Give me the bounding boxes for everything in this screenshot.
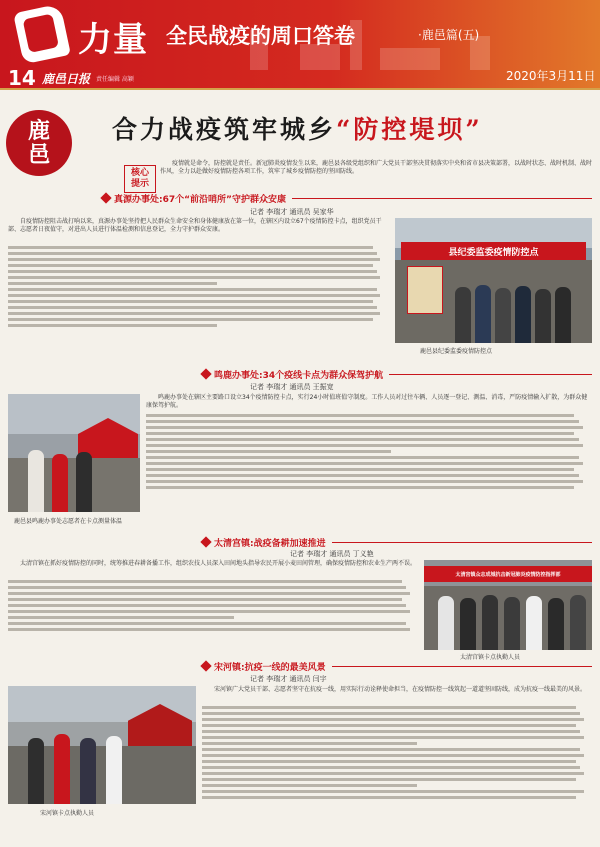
text-line	[8, 318, 373, 321]
intro-block	[160, 160, 592, 188]
article-paragraph: 自疫情防控阻击战打响以来，真源办事处坚持把人民群众生命安全和身体健康放在第一位，在辖区内设立67个疫情防控卡点，组织党员干部、志愿者日夜值守，对进出人员进行体温检测和信息登记，全力守护群众安康。	[8, 218, 382, 233]
text-line	[146, 426, 583, 429]
section-title: 全民战疫的周口答卷	[166, 24, 355, 48]
news-photo	[424, 560, 592, 650]
person-figure	[80, 738, 96, 804]
text-line	[202, 736, 584, 739]
section-rule	[332, 542, 592, 543]
text-line	[202, 778, 576, 781]
text-line	[202, 754, 584, 757]
text-line	[146, 462, 583, 465]
news-photo	[395, 218, 592, 343]
photo-banner: 太清宫镇众志成城抗击新冠肺炎疫情防控指挥部	[424, 566, 592, 582]
feature-title-highlight: “防控堤坝”	[336, 115, 483, 144]
text-line	[8, 306, 377, 309]
person-figure	[535, 289, 551, 343]
text-line	[8, 610, 410, 613]
person-figure	[76, 452, 92, 512]
news-photo	[8, 686, 196, 804]
text-line	[202, 772, 584, 775]
section-title-text: 真源办事处:67个“前沿哨所”守护群众安康	[100, 192, 286, 205]
section-title-text: 鸣鹿办事处:34个疫线卡点为群众保驾护航	[200, 368, 383, 381]
section-rule	[292, 198, 592, 199]
person-figure	[555, 287, 571, 343]
person-figure	[54, 734, 70, 804]
photo-banner: 县纪委监委疫情防控点	[401, 242, 586, 260]
section-title-text: 宋河镇:抗疫一线的最美风景	[200, 660, 326, 673]
section-heading	[200, 536, 592, 548]
person-figure	[460, 598, 476, 650]
text-line	[146, 432, 574, 435]
section-heading	[100, 192, 592, 204]
article-body	[146, 394, 592, 410]
person-figure	[52, 454, 68, 512]
editor-line: 责任编辑 高颖	[96, 76, 134, 83]
article-body-continued	[146, 412, 592, 522]
text-line	[146, 456, 579, 459]
paper-name: 鹿邑日报	[42, 72, 91, 86]
text-line	[202, 730, 580, 733]
article-paragraph: 鸣鹿办事处在辖区主要路口设立34个疫情防控卡点，实行24小时值班值守制度。工作人员对过往车辆、人员逐一登记、测温、消毒，严防疫情输入扩散，为群众健康保驾护航。	[146, 394, 588, 409]
text-line	[202, 790, 584, 793]
person-figure	[548, 598, 564, 650]
section-rule	[389, 374, 592, 375]
intro-text: 疫情就是命令，防控就是责任。新冠肺炎疫情发生以来，鹿邑县各级党组织和广大党员干部坚决贯彻落实中央和省市县决策部署，以战时状态、战时机制、战时作风，全力以赴做好疫情防控各项工作，筑牢了城乡疫情防控的坚固防线。	[160, 160, 593, 175]
text-line	[146, 486, 574, 489]
article-paragraph: 宋河镇广大党员干部、志愿者坚守在抗疫一线，用实际行动诠释使命担当，在疫情防控一线筑起一道道坚固防线，成为抗疫一线最美的风景。	[214, 686, 587, 693]
issue-date: 2020年3月11日	[506, 69, 596, 83]
person-figure	[515, 286, 531, 343]
person-figure	[438, 596, 454, 650]
section-rule	[332, 666, 592, 667]
text-line	[202, 712, 580, 715]
photo-caption: 太清宫镇卡点执勤人员	[460, 654, 521, 661]
article-body	[8, 218, 388, 234]
section-title-text: 太清宫镇:战疫备耕加速推进	[200, 536, 326, 549]
text-line	[146, 474, 579, 477]
person-figure	[455, 287, 471, 343]
feature-title-main: 合力战疫筑牢城乡	[112, 115, 337, 144]
photo-caption: 宋河镇卡点执勤人员	[40, 810, 95, 817]
text-line	[146, 480, 583, 483]
text-line	[8, 622, 406, 625]
header-divider	[0, 88, 600, 90]
text-line	[8, 282, 217, 285]
text-line	[8, 264, 373, 267]
text-line	[8, 276, 380, 279]
text-line	[146, 414, 574, 417]
text-line	[8, 312, 380, 315]
text-line	[8, 252, 377, 255]
news-photo	[8, 394, 140, 512]
photo-caption: 鹿邑县鸣鹿办事处志愿者在卡点测量体温	[14, 518, 123, 525]
text-line	[8, 324, 217, 327]
text-line	[8, 258, 380, 261]
person-figure	[28, 450, 44, 512]
text-line	[8, 628, 410, 631]
county-badge-char: 鹿	[27, 118, 50, 144]
text-line	[8, 604, 406, 607]
text-line	[202, 796, 576, 799]
feature-title	[112, 110, 483, 146]
person-figure	[28, 738, 44, 804]
article-paragraph: 太清宫镇在抓好疫情防控的同时，统筹推进春耕备播工作，组织农技人员深入田间地头指导农民开展小麦田间管理，确保疫情防控和农业生产两不误。	[20, 560, 417, 567]
text-line	[202, 784, 417, 787]
skyline-building	[380, 48, 440, 70]
text-line	[8, 592, 410, 595]
text-line	[202, 748, 580, 751]
person-figure	[475, 285, 491, 343]
text-line	[202, 766, 580, 769]
text-line	[8, 598, 402, 601]
text-line	[8, 580, 402, 583]
section-byline: 记者 李瑞才 通讯员 吴家华	[250, 208, 334, 216]
page-number: 14	[8, 66, 36, 88]
text-line	[8, 300, 373, 303]
photo-caption: 鹿邑县纪委监委疫情防控点	[420, 348, 493, 355]
text-line	[8, 294, 380, 297]
county-badge	[6, 110, 72, 176]
article-body	[202, 686, 592, 694]
text-line	[202, 706, 576, 709]
section-heading	[200, 660, 592, 672]
person-figure	[106, 736, 122, 804]
text-line	[8, 246, 373, 249]
notice-board	[407, 266, 443, 314]
text-line	[146, 450, 391, 453]
text-line	[146, 468, 574, 471]
text-line	[8, 586, 406, 589]
fist-logo-icon	[13, 4, 71, 65]
county-badge-char: 邑	[27, 142, 50, 168]
text-line	[146, 444, 583, 447]
text-line	[202, 724, 576, 727]
text-line	[202, 760, 576, 763]
section-heading	[200, 368, 592, 380]
edition-label: ·鹿邑篇(五)	[418, 28, 480, 42]
text-line	[202, 742, 417, 745]
page-header	[0, 0, 600, 88]
text-line	[202, 718, 584, 721]
core-tip-label: 核心提示	[124, 165, 156, 193]
section-byline: 记者 李瑞才 通讯员 王振宽	[250, 383, 334, 391]
text-line	[8, 270, 377, 273]
section-byline: 记者 李瑞才 通讯员 丁义艳	[290, 550, 374, 558]
person-figure	[495, 288, 511, 343]
article-body	[8, 560, 418, 568]
article-body-continued	[8, 578, 418, 650]
person-figure	[504, 597, 520, 650]
text-line	[146, 438, 579, 441]
person-figure	[526, 596, 542, 650]
text-line	[8, 288, 377, 291]
article-body-continued	[8, 244, 388, 362]
section-byline: 记者 李瑞才 通讯员 闫宇	[250, 675, 327, 683]
text-line	[8, 616, 234, 619]
text-line	[146, 420, 579, 423]
person-figure	[570, 595, 586, 650]
section-prefix: 力量	[78, 20, 148, 60]
article-body-continued	[202, 704, 592, 836]
person-figure	[482, 595, 498, 650]
